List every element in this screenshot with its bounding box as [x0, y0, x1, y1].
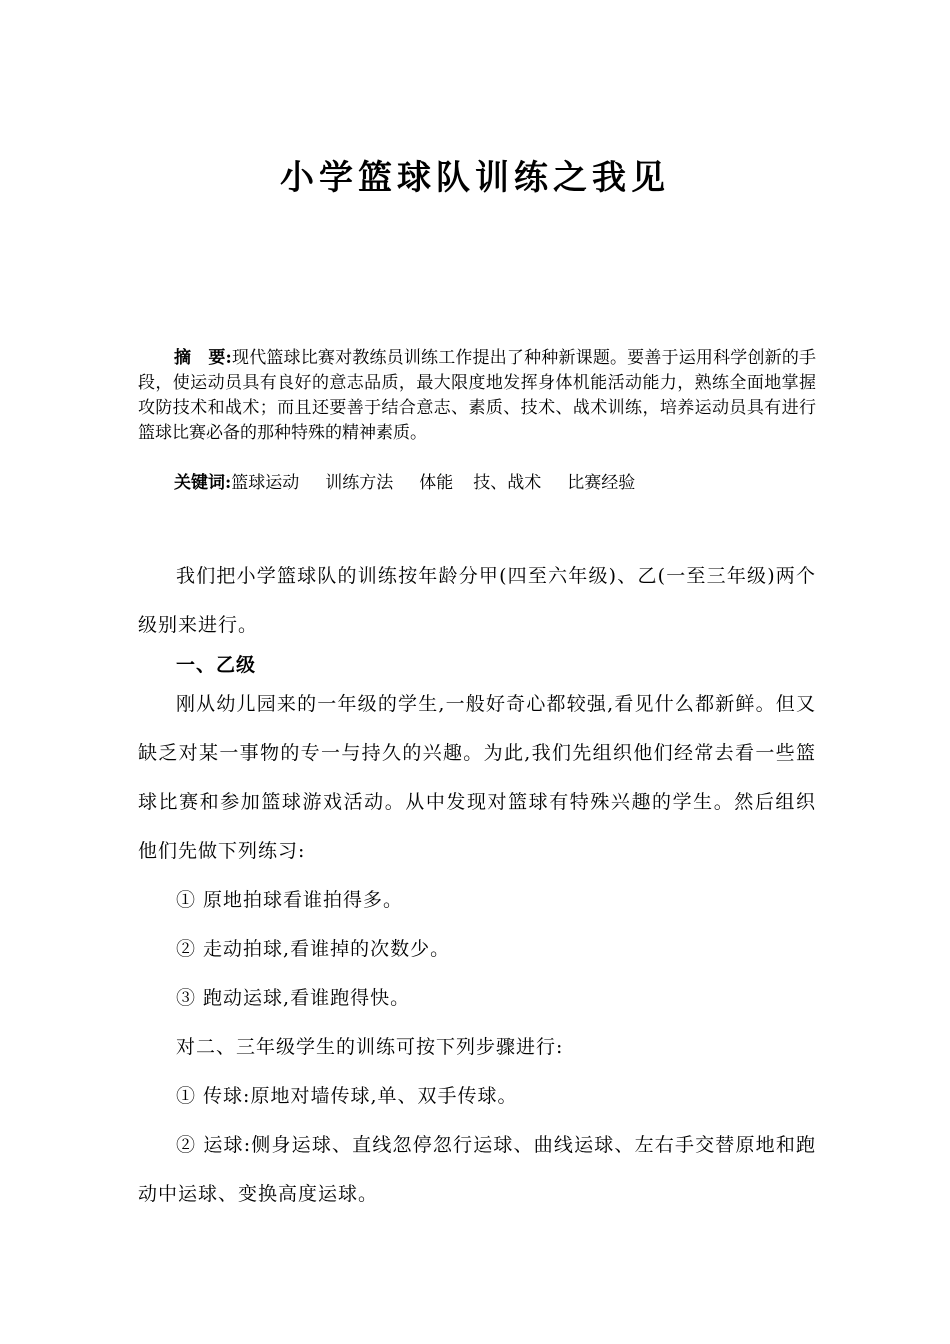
- section-paragraph: 对二、三年级学生的训练可按下列步骤进行:: [176, 1036, 564, 1058]
- body-text: [138, 552, 816, 1219]
- section-paragraph: 刚从幼儿园来的一年级的学生,一般好奇心都较强,看见什么都新鲜。但又缺乏对某一事物的专一与持久的兴趣。为此,我们先组织他们经常去看一些篮球比赛和参加篮球游戏活动。从中发现对篮球有特殊兴趣的学生。然后组织他们先做下列练习:: [138, 693, 816, 862]
- list-item: ① 传球:原地对墙传球,单、双手传球。: [176, 1085, 518, 1107]
- page-title: 小学篮球队训练之我见: [280, 158, 670, 198]
- list-item: ① 原地拍球看谁拍得多。: [176, 889, 404, 911]
- keyword-item: 比赛经验: [567, 473, 636, 493]
- keywords-label: 关键词:: [174, 473, 232, 493]
- abstract: [138, 346, 816, 446]
- list-item: ③ 跑动运球,看谁跑得快。: [176, 987, 411, 1009]
- list-item: ② 走动拍球,看谁掉的次数少。: [176, 938, 451, 960]
- keywords: [174, 471, 814, 496]
- intro-paragraph: 我们把小学篮球队的训练按年龄分甲(四至六年级)、乙(一至三年级)两个级别来进行。: [138, 565, 816, 636]
- keyword-item: 训练方法: [325, 473, 394, 493]
- section-heading: 一、乙级: [176, 654, 257, 676]
- keyword-item: 篮球运动: [231, 473, 300, 493]
- keyword-item: 体能: [419, 473, 454, 493]
- abstract-text: 现代篮球比赛对教练员训练工作提出了种种新课题。要善于运用科学创新的手段，使运动员具有良好的意志品质，最大限度地发挥身体机能活动能力，熟练全面地掌握攻防技术和战术；而且还要善于结合意志、素质、技术、战术训练，培养运动员具有进行篮球比赛必备的那种特殊的精神素质。: [138, 348, 817, 443]
- keyword-item: 技、战术: [473, 473, 542, 493]
- abstract-label: 摘 要:: [174, 348, 232, 368]
- list-item: ② 运球:侧身运球、直线忽停忽行运球、曲线运球、左右手交替原地和跑动中运球、变换高度运球。: [138, 1134, 816, 1205]
